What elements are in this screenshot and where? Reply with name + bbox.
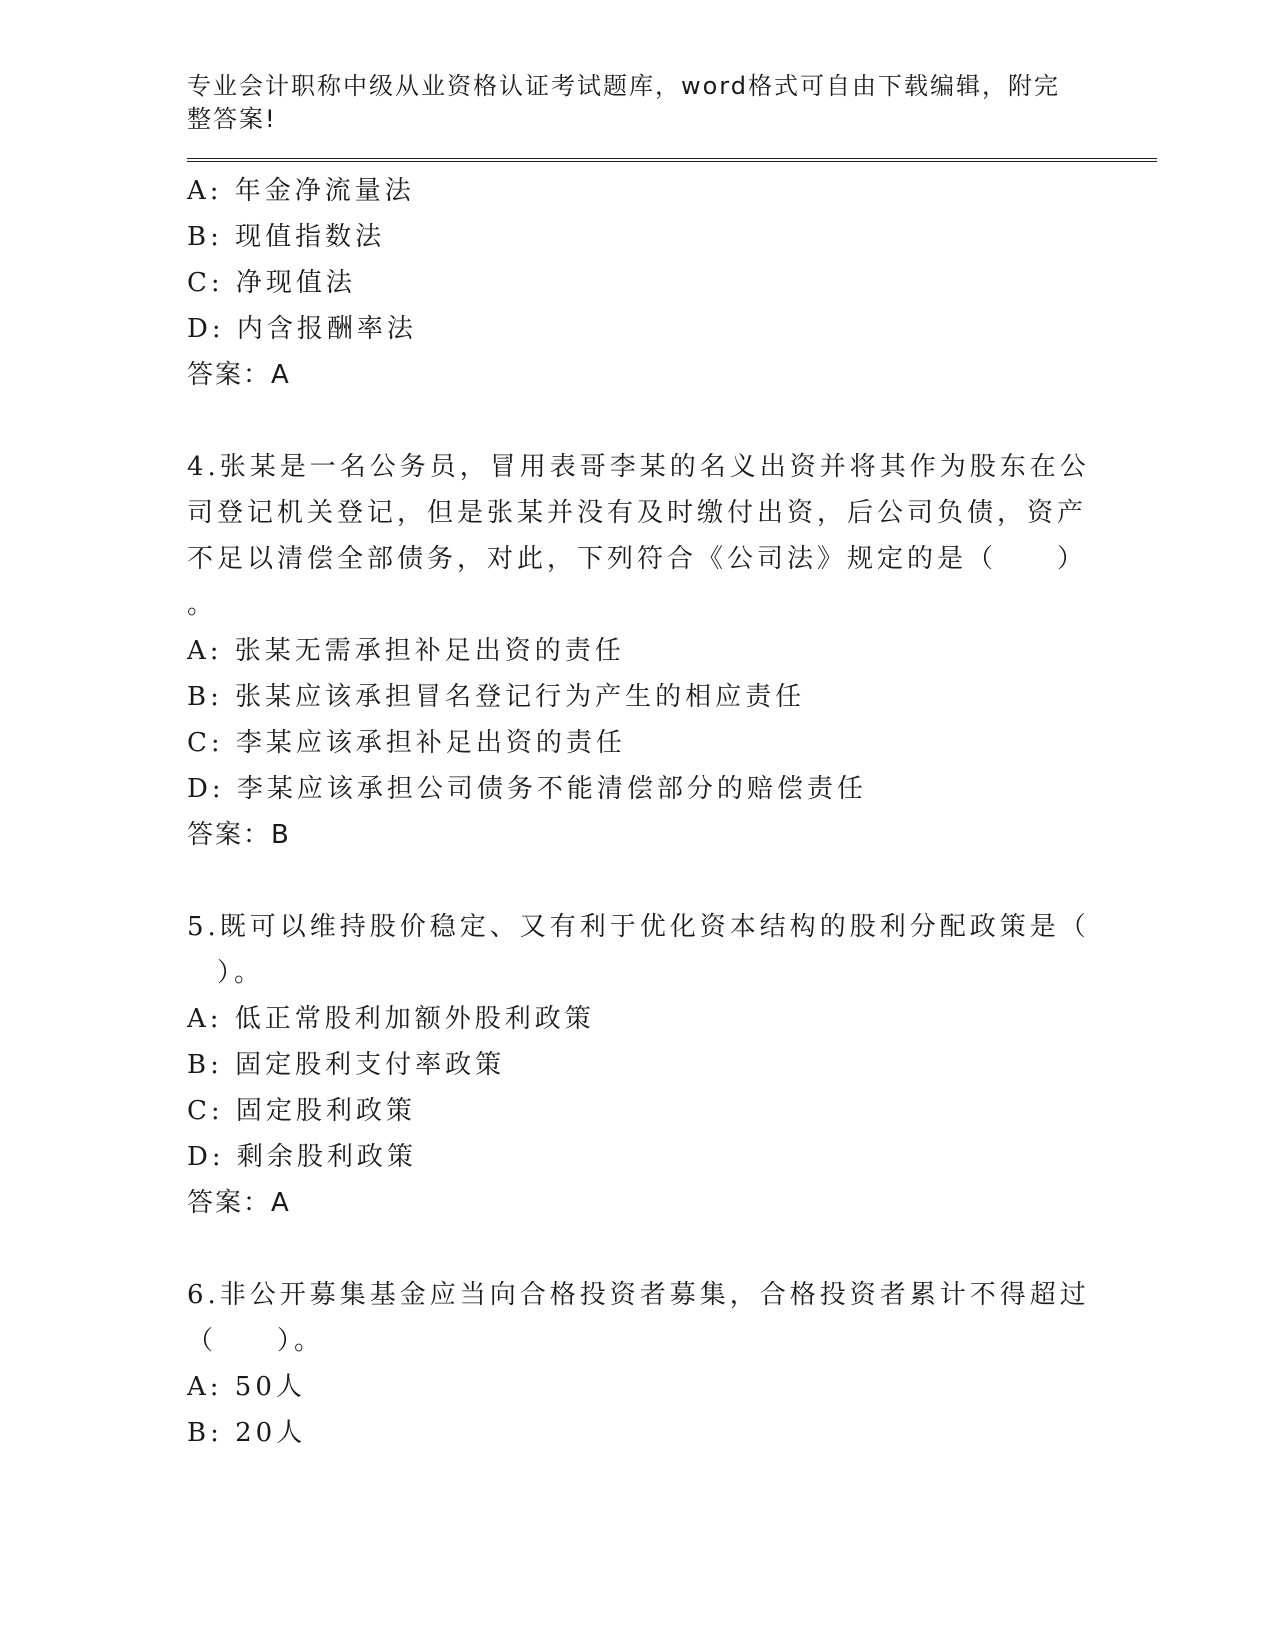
option-a: A: 张某无需承担补足出资的责任 <box>187 636 625 666</box>
answer: 答案：A <box>187 1188 291 1218</box>
spacer <box>187 1226 1157 1272</box>
option-c: C: 李某应该承担补足出资的责任 <box>187 728 626 758</box>
option-a: A: 低正常股利加额外股利政策 <box>187 1004 595 1034</box>
option-d: D: 剩余股利政策 <box>187 1142 417 1172</box>
option-c: C: 净现值法 <box>187 268 356 298</box>
question-text-line: 不足以清偿全部债务，对此，下列符合《公司法》规定的是（ ） <box>187 544 1088 574</box>
spacer <box>187 398 1157 444</box>
option-a: A: 50人 <box>187 1372 306 1402</box>
option-d: D: 内含报酬率法 <box>187 314 417 344</box>
option-c: C: 固定股利政策 <box>187 1096 416 1126</box>
question-text-line: 4.张某是一名公务员，冒用表哥李某的名义出资并将其作为股东在公 <box>187 452 1090 482</box>
spacer <box>187 858 1157 904</box>
question-text-line: 5.既可以维持股价稳定、又有利于优化资本结构的股利分配政策是（ <box>187 912 1090 942</box>
answer: 答案：A <box>187 360 291 390</box>
question-text-line: 司登记机关登记，但是张某并没有及时缴付出资，后公司负债，资产 <box>187 498 1088 528</box>
question-text-line: ）。 <box>187 958 265 988</box>
question-3-options <box>187 168 1157 398</box>
option-d: D: 李某应该承担公司债务不能清偿部分的赔偿责任 <box>187 774 867 804</box>
option-b: B: 20人 <box>187 1418 307 1448</box>
header-divider <box>187 158 1157 162</box>
question-text-line: 6.非公开募集基金应当向合格投资者募集，合格投资者累计不得超过 <box>187 1280 1090 1310</box>
question-4 <box>187 444 1157 858</box>
option-a: A: 年金净流量法 <box>187 176 415 206</box>
document-content <box>187 168 1157 1456</box>
document-page <box>187 70 1157 1456</box>
document-header: 专业会计职称中级从业资格认证考试题库，word格式可自由下载编辑，附完整答案! <box>187 72 1060 133</box>
option-b: B: 现值指数法 <box>187 222 386 252</box>
option-b: B: 固定股利支付率政策 <box>187 1050 506 1080</box>
question-text-line: （ ）。 <box>187 1326 325 1356</box>
question-6 <box>187 1272 1157 1456</box>
question-5 <box>187 904 1157 1226</box>
option-b: B: 张某应该承担冒名登记行为产生的相应责任 <box>187 682 806 712</box>
answer: 答案：B <box>187 820 291 850</box>
question-text-line: 。 <box>187 590 218 620</box>
